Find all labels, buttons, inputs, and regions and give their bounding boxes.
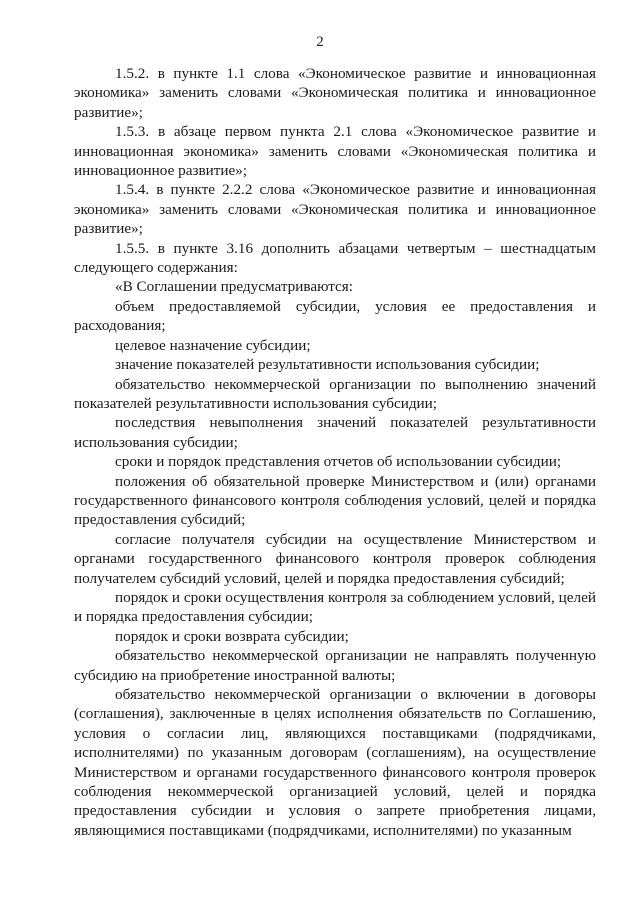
list-item: сроки и порядок представления отчетов об использовании субсидии; [115, 453, 562, 471]
list-item: обязательство некоммерческой организации не направлять полученную субсидию на приобретение иностранной валюты; [74, 647, 596, 684]
agreement-intro: «В Соглашении предусматриваются: [115, 278, 353, 296]
list-item: положения об обязательной проверке Министерством и (или) органами государственного финансового контроля соблюдения условий, целей и порядка предоставления субсидий; [74, 472, 596, 529]
list-item: согласие получателя субсидии на осуществление Министерством и органами государственного финансового контроля проверок соблюдения получателем субсидий условий, целей и порядка предоставления субсидий; [74, 530, 596, 587]
list-item: обязательство некоммерческой организации по выполнению значений показателей результативности использования субсидии; [74, 375, 596, 412]
list-item: обязательство некоммерческой организации о включении в договоры (соглашения), заключенные в целях исполнения обязательств по Соглашению, условия о согласии лиц, являющихся поставщиками (подрядчиками, исполнителями) по указанным договорам (соглашениям), на осуществление Министерством и органами государственного финансового контроля проверок соблюдения некоммерческой организацией условий, целей и порядка предоставления субсидии и условия о запрете приобретения лицами, являющимися поставщиками (подрядчиками, исполнителями) по указанным [74, 686, 596, 839]
list-item: целевое назначение субсидии; [115, 336, 311, 354]
list-item: последствия невыполнения значений показателей результативности использования субсидии; [74, 414, 596, 451]
paragraph-1-5-4: 1.5.4. в пункте 2.2.2 слова «Экономическое развитие и инновационная экономика» заменить словами «Экономическая политика и инновационное развитие»; [74, 181, 596, 238]
list-item: значение показателей результативности использования субсидии; [115, 356, 540, 374]
paragraph-1-5-5: 1.5.5. в пункте 3.16 дополнить абзацами четвертым – шестнадцатым следующего содержания: [74, 239, 596, 277]
list-item: порядок и сроки осуществления контроля за соблюдением условий, целей и порядка предоставления субсидии; [74, 588, 596, 626]
list-item: объем предоставляемой субсидии, условия ее предоставления и расходования; [74, 297, 596, 335]
list-item: порядок и сроки возврата субсидии; [115, 627, 349, 645]
paragraph-1-5-3: 1.5.3. в абзаце первом пункта 2.1 слова «Экономическое развитие и инновационная экономика» заменить словами «Экономическая политика и инновационное развитие»; [74, 123, 596, 180]
page-number: 2 [316, 34, 324, 50]
document-body [74, 64, 596, 840]
paragraph-1-5-2: 1.5.2. в пункте 1.1 слова «Экономическое развитие и инновационная экономика» заменить словами «Экономическая политика и инновационное развитие»; [74, 65, 596, 121]
